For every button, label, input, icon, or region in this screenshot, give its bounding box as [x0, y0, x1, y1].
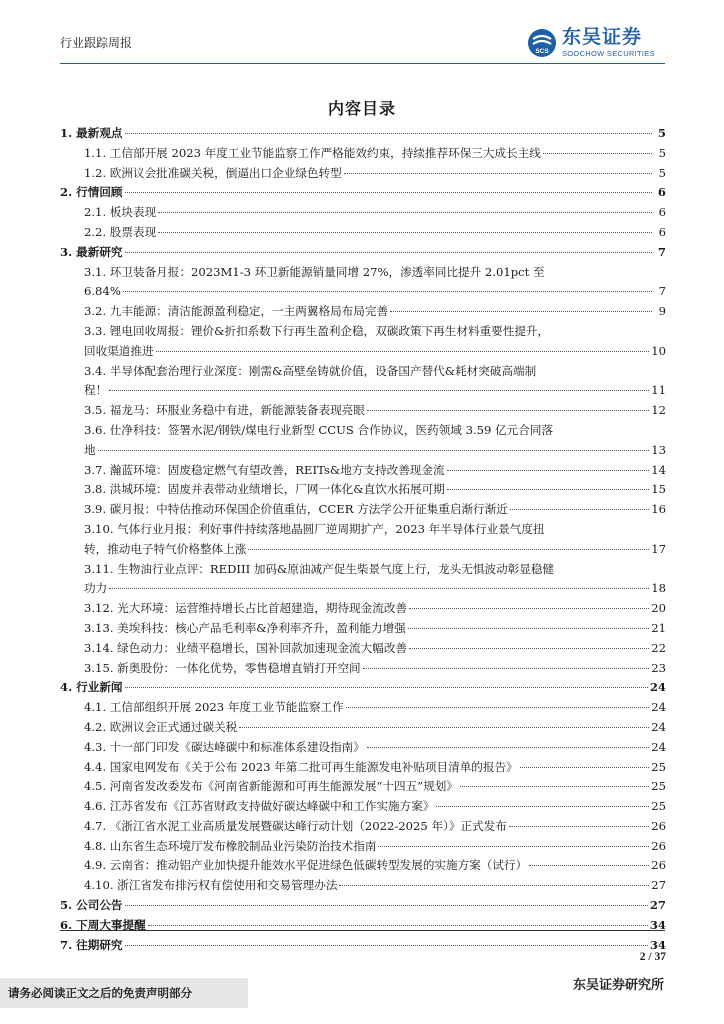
toc-entry[interactable] [60, 124, 666, 144]
toc-entry-title-line: 3.1. 环卫装备月报：2023M1-3 环卫新能源销量同增 27%，渗透率同比提升 2.01pct 至 [84, 264, 545, 279]
toc-entry[interactable] [60, 560, 666, 600]
toc-entry[interactable] [60, 817, 666, 837]
toc-entry-title: 6.84% [84, 284, 121, 299]
toc-entry-page: 5 [657, 126, 666, 140]
toc-entry-title: 7. 往期研究 [60, 937, 123, 952]
toc-dot-leader [158, 232, 652, 233]
toc-entry[interactable] [60, 797, 666, 817]
toc-entry-page: 5 [658, 145, 666, 160]
toc-entry-title: 2. 行情回顾 [60, 185, 123, 200]
toc-entry-title: 3.9. 碳月报：中特估推动环保国企价值重估，CCER 方法学公开征集重启渐行渐近 [84, 502, 508, 517]
toc-entry[interactable] [60, 738, 666, 758]
logo-english-name: SOOCHOW SECURITIES [562, 49, 655, 59]
toc-entry-title: 3.7. 瀚蓝环境：固废稳定燃气有望改善，REITs&地方支持改善现金流 [84, 462, 445, 477]
toc-entry[interactable] [60, 183, 666, 203]
toc-entry-title: 1. 最新观点 [60, 126, 123, 140]
toc-dot-leader [409, 648, 649, 649]
toc-dot-leader [125, 133, 652, 134]
toc-entry[interactable] [60, 876, 666, 896]
toc-entry-page: 34 [649, 917, 666, 932]
toc-entry[interactable] [60, 758, 666, 778]
toc-entry-title: 3.12. 光大环境：运营维持增长占比首超建造，期待现金流改善 [84, 601, 408, 616]
toc-dot-leader [520, 767, 650, 768]
toc-entry-title: 4.4. 国家电网发布《关于公布 2023 年第二批可再生能源发电补贴项目清单的报告》 [84, 759, 518, 774]
toc-entry-page: 34 [649, 937, 666, 952]
toc-dot-leader [509, 826, 649, 827]
soochow-logo-icon [527, 28, 557, 58]
toc-entry-page: 16 [651, 502, 666, 517]
toc-dot-leader [125, 945, 648, 946]
toc-dot-leader [98, 450, 650, 451]
toc-dot-leader [367, 410, 649, 411]
toc-entry-page: 10 [651, 343, 666, 358]
toc-entry[interactable] [60, 164, 666, 184]
toc-entry-page: 11 [651, 383, 666, 398]
toc-dot-leader [239, 727, 649, 728]
toc-entry-title: 6. 下周大事提醒 [60, 917, 146, 932]
toc-entry-title: 3.8. 洪城环境：固废并表带动业绩增长，厂网一体化&直饮水拓展可期 [84, 482, 445, 497]
toc-entry[interactable] [60, 698, 666, 718]
toc-entry[interactable] [60, 936, 666, 956]
toc-entry-page: 7 [658, 284, 666, 299]
toc-entry[interactable] [60, 678, 666, 698]
toc-entry-page: 24 [651, 700, 666, 715]
toc-entry-title: 2.2. 股票表现 [84, 224, 157, 239]
toc-entry-page: 26 [651, 858, 666, 873]
toc-entry-title: 4. 行业新闻 [60, 680, 123, 695]
toc-entry-title: 4.3. 十一部门印发《碳达峰碳中和标准体系建设指南》 [84, 739, 365, 754]
toc-entry-title: 回收渠道推进 [84, 343, 154, 358]
toc-entry-title: 转，推动电子特气价格整体上涨 [84, 541, 247, 556]
toc-entry[interactable] [60, 421, 666, 461]
toc-entry-page: 20 [651, 601, 666, 616]
toc-entry[interactable] [60, 916, 666, 936]
toc-entry[interactable] [60, 480, 666, 500]
toc-dot-leader [339, 885, 649, 886]
toc-entry[interactable] [60, 263, 666, 303]
toc-entry-title: 3.13. 美埃科技：核心产品毛利率&净利率齐升，盈利能力增强 [84, 620, 406, 635]
toc-entry-page: 26 [651, 838, 666, 853]
toc-entry[interactable] [60, 639, 666, 659]
toc-dot-leader [408, 628, 649, 629]
toc-entry[interactable] [60, 461, 666, 481]
toc-entry-page: 23 [651, 660, 666, 675]
toc-dot-leader [363, 668, 650, 669]
toc-dot-leader [109, 390, 649, 391]
toc-entry[interactable] [60, 243, 666, 263]
toc-entry-title: 3.15. 新奥股份：一体化优势，零售稳增直销打开空间 [84, 660, 361, 675]
toc-entry-page: 22 [651, 640, 666, 655]
toc-entry-page: 24 [649, 680, 666, 695]
toc-entry-page: 6 [658, 205, 666, 220]
footer-divider [60, 930, 665, 931]
toc-entry-title: 1.2. 欧洲议会批准碳关税，倒逼出口企业绿色转型 [84, 165, 342, 180]
toc-entry-title: 3.2. 九丰能源：清洁能源盈利稳定，一主两翼格局布局完善 [84, 304, 389, 319]
toc-entry[interactable] [60, 777, 666, 797]
toc-entry-title: 3.5. 福龙马：环服业务稳中有进，新能源装备表现亮眼 [84, 403, 365, 418]
toc-entry[interactable] [60, 896, 666, 916]
toc-entry-title: 4.9. 云南省：推动铝产业加快提升能效水平促进绿色低碳转型发展的实施方案（试行） [84, 858, 528, 873]
toc-entry-page: 15 [651, 482, 666, 497]
brand-logo [527, 26, 675, 60]
toc-entry-page: 24 [651, 739, 666, 754]
toc-entry-page: 7 [657, 244, 666, 259]
toc-entry-title: 4.8. 山东省生态环境厅发布橡胶制品业污染防治技术指南 [84, 838, 377, 853]
toc-dot-leader [148, 925, 648, 926]
toc-entry[interactable] [60, 520, 666, 560]
toc-dot-leader [125, 252, 652, 253]
toc-dot-leader [156, 351, 650, 352]
toc-dot-leader [125, 192, 652, 193]
toc-entry[interactable] [60, 203, 666, 223]
toc-entry-page: 26 [651, 818, 666, 833]
toc-dot-leader [123, 291, 652, 292]
table-of-contents [60, 124, 666, 955]
toc-entry[interactable] [60, 144, 666, 164]
toc-entry-title: 3.14. 绿色动力：业绩平稳增长，国补回款加速现金流大幅改善 [84, 640, 408, 655]
toc-entry[interactable] [60, 500, 666, 520]
toc-entry-title-line: 3.4. 半导体配套治理行业深度：刚需&高壁垒铸就价值，设备国产替代&耗材突破高端制 [84, 363, 537, 378]
toc-entry-title-line: 3.10. 气体行业月报：利好事件持续落地晶圆厂逆周期扩产，2023 年半导体行业景气度扭 [84, 521, 545, 536]
toc-entry-title: 程！ [84, 383, 108, 398]
toc-dot-leader [125, 687, 648, 688]
toc-dot-leader [125, 905, 648, 906]
toc-entry-page: 13 [651, 442, 666, 457]
toc-dot-leader [447, 470, 650, 471]
toc-dot-leader [346, 707, 649, 708]
toc-dot-leader [436, 806, 649, 807]
toc-dot-leader [367, 747, 649, 748]
toc-entry[interactable] [60, 223, 666, 243]
toc-entry-page: 18 [651, 581, 666, 596]
toc-dot-leader [344, 173, 652, 174]
toc-dot-leader [248, 549, 649, 550]
toc-dot-leader [529, 865, 649, 866]
toc-entry[interactable] [60, 837, 666, 857]
toc-dot-leader [543, 153, 652, 154]
toc-entry[interactable] [60, 401, 666, 421]
toc-dot-leader [447, 489, 649, 490]
logo-chinese-name: 东吴证券 [562, 26, 643, 49]
toc-entry-page: 25 [651, 799, 666, 814]
toc-entry-title: 5. 公司公告 [60, 898, 123, 913]
toc-dot-leader [510, 509, 649, 510]
toc-entry-page: 27 [649, 898, 666, 913]
research-institute-name: 东吴证券研究所 [572, 978, 664, 993]
toc-entry-page: 6 [657, 185, 666, 200]
toc-entry[interactable] [60, 362, 666, 402]
toc-entry-page: 25 [651, 759, 666, 774]
toc-entry[interactable] [60, 619, 666, 639]
header-divider [60, 63, 665, 64]
toc-entry-title: 4.6. 江苏省发布《江苏省财政支持做好碳达峰碳中和工作实施方案》 [84, 799, 435, 814]
toc-entry-page: 9 [658, 304, 666, 319]
toc-entry-title: 3. 最新研究 [60, 244, 123, 259]
toc-entry-title: 4.7. 《浙江省水泥工业高质量发展暨碳达峰行动计划（2022-2025 年）》正式发布 [84, 818, 507, 833]
disclaimer-banner: 请务必阅读正文之后的免责声明部分 [0, 978, 248, 1008]
toc-entry-page: 14 [651, 462, 666, 477]
toc-dot-leader [460, 786, 649, 787]
toc-entry-page: 6 [658, 224, 666, 239]
toc-entry[interactable] [60, 718, 666, 738]
toc-entry-title-line: 3.6. 仕净科技：签署水泥/钢铁/煤电行业新型 CCUS 合作协议，医药领域 3.59 亿元合同落 [84, 422, 554, 437]
toc-entry-title-line: 3.3. 锂电回收周报：锂价&折扣系数下行再生盈利企稳，双碳政策下再生材料重要性提升， [84, 323, 550, 338]
toc-entry-page: 27 [651, 878, 666, 893]
toc-entry-title: 4.1. 工信部组织开展 2023 年度工业节能监察工作 [84, 700, 344, 715]
toc-entry[interactable] [60, 302, 666, 322]
page-number: 2 / 37 [639, 951, 666, 963]
toc-entry-title: 2.1. 板块表现 [84, 205, 157, 220]
toc-entry[interactable] [60, 599, 666, 619]
toc-entry-title: 1.1. 工信部开展 2023 年度工业节能监察工作严格能效约束，持续推荐环保三大成长主线 [84, 145, 541, 160]
toc-entry[interactable] [60, 322, 666, 362]
toc-dot-leader [390, 311, 652, 312]
toc-entry-title: 地 [84, 442, 96, 457]
toc-entry[interactable] [60, 856, 666, 876]
toc-dot-leader [158, 212, 652, 213]
logo-mark-text: SCS [535, 48, 549, 55]
toc-entry-page: 17 [651, 541, 666, 556]
toc-entry-page: 12 [651, 403, 666, 418]
toc-entry-title: 4.2. 欧洲议会正式通过碳关税 [84, 719, 238, 734]
toc-entry-page: 25 [651, 779, 666, 794]
toc-dot-leader [378, 846, 649, 847]
header-report-type: 行业跟踪周报 [60, 36, 133, 50]
toc-entry-title-line: 3.11. 生物油行业点评：REDIII 加码&原油减产促生柴景气度上行，龙头无惧波动彰显稳健 [84, 561, 555, 576]
toc-entry[interactable] [60, 659, 666, 679]
toc-entry-page: 5 [658, 165, 666, 180]
toc-entry-page: 24 [651, 719, 666, 734]
toc-dot-leader [109, 588, 649, 589]
toc-entry-title: 功力 [84, 581, 108, 596]
toc-entry-page: 21 [651, 620, 666, 635]
toc-entry-title: 4.10. 浙江省发布排污权有偿使用和交易管理办法 [84, 878, 338, 893]
toc-dot-leader [409, 608, 649, 609]
toc-title: 内容目录 [327, 99, 396, 118]
toc-entry-title: 4.5. 河南省发改委发布《河南省新能源和可再生能源发展“十四五”规划》 [84, 779, 458, 794]
